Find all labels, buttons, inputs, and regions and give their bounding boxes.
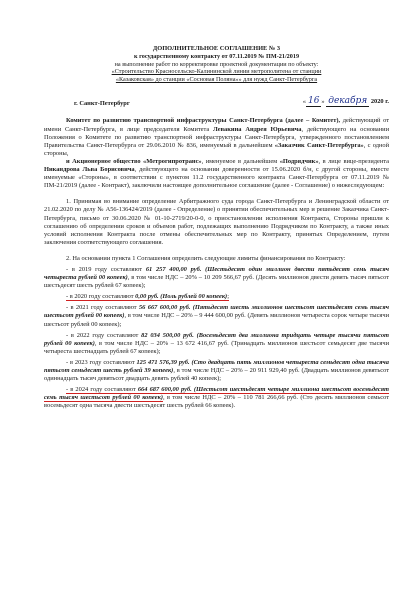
funding-2021-amount: 56 667 600,00 руб. (Пятьдесят шесть миллионов шестьсот шестьдесят семь тысяч шестьсот рублей 00 копеек) [44,304,389,320]
contractor-basis: , действующего на основании доверенности от 15.06.2020 б/н, с другой стороны, вместе именуемые «Стороны», в соответствии с пунктом 11.2 государственного контракта Санкт-Петербурга от 07.11.2019 № ПМ-21/2019 (далее - Контракт), заключили настоящее дополнительное соглашение (далее - Соглашение) о нижеследующем: [44,166,389,190]
city: г. Санкт-Петербург [74,100,130,108]
funding-2020-lead: - в 2020 году составляют [66,293,136,301]
document-title: ДОПОЛНИТЕЛЬНОЕ СОГЛАШЕНИЕ № 3 [152,45,281,52]
contractor-representative: Никандрова Льва Борисовича [44,166,135,174]
funding-2024 [44,386,389,410]
date-open-quote: « [302,98,306,106]
object-line-1-text: «Строительство Красносельско-Калининской линии метрополитена от станции [111,68,322,76]
funding-2023-tail: , в том числе НДС – 20% – 20 911 929,40 руб. (Двадцать миллионов девятьсот одиннадцать тысяч девятьсот двадцать девять рублей 40 копеек); [44,367,389,383]
funding-2021-lead: - в 2021 году составляют [66,304,139,312]
subject-line: на выполнение работ по корректировке проектной документации по объекту: [114,60,319,68]
funding-2024-lead: - в 2024 году составляют [66,386,138,394]
funding-2020 [44,293,389,301]
funding-2024-amount: 664 687 600,00 руб. (Шестьсот шестьдесят четыре миллиона шестьсот восемьдесят семь тысяч шестьсот рублей 00 копеек) [44,386,389,402]
object-line-2-text: «Казаковская» до станции «Сосновая Поляна»» для нужд Санкт-Петербурга [115,75,318,83]
customer-text: действующий от имени Санкт-Петербурга, в лице председателя Комитета [44,117,389,133]
funding-2022 [44,332,389,356]
section-1: 1. Принимая во внимание определение Арбитражного суда города Санкт-Петербурга и Ленинградской области от 21.02.2020 по делу № А56-136424/2019 (далее - Определение) о принятии обеспечительных мер и решение Заказчика Санкт-Петербурга, письмо от 30.06.2020 № 01-10-2719/20-0-0, о приостановлении исполнения Контракта, Стороны пришли к соглашению об определении сроков и объемов работ, подлежащих выполнению Подрядчиком по Контракту, а также иных условий исполнения Контракта после отмены обеспечительных мер по Контракту, принятых Определением, путем заключения соответствующего соглашения. [44,198,389,246]
preamble-contractor [44,158,389,190]
preamble-customer [44,117,389,157]
customer-basis: , действующего на основании Положения о Комитете по развитию транспортной инфраструктуры Санкт-Петербурга, утвержденного постановлением Правительства Санкт-Петербурга от 29.06.2010 № 836, именуемый в дальнейшем [44,125,389,149]
funding-2019 [44,266,389,290]
funding-2019-amount: 61 257 400,00 руб. (Шестьдесят один миллион двести пятьдесят семь тысяч четыреста рублей 00 копеек) [44,265,389,282]
place-date-row [44,95,389,117]
funding-2022-tail: , в том числе НДС – 20% – 13 672 416,67 руб. (Тринадцать миллионов шестьсот семьдесят две тысячи четыреста шестнадцать рублей 67 копеек); [44,339,389,355]
customer-alias: «Заказчик Санкт-Петербурга» [274,141,364,149]
contractor-alias: «Подрядчик» [279,157,319,165]
funding-2021 [44,304,389,328]
object-line-1 [44,68,389,76]
date-month: декабря [328,96,368,107]
customer-name: Комитет по развитию транспортной инфраструктуры Санкт-Петербурга (далее – Комитет), [66,117,341,125]
funding-2020-tail: ; [227,293,229,301]
signing-date [303,97,389,106]
contractor-text-2: , в лице вице-президента [318,157,389,165]
date-year: 2020 г. [370,98,389,106]
customer-representative: Левакина Андрея Юрьевича [213,125,302,133]
funding-2019-tail: , в том числе НДС – 20% – 10 209 566,67 руб. (Десять миллионов двести девять тысяч пятьсот шестьдесят шесть рублей 67 копеек); [44,274,389,290]
funding-2020-highlight [66,293,229,301]
funding-2021-tail: , в том числе НДС – 20% – 9 444 600,00 руб. (Девять миллионов четыреста сорок четыре тысячи шестьсот рублей 00 копеек); [44,312,389,328]
funding-2022-lead: - в 2022 году составляют [66,331,142,339]
funding-2023-amount: 125 471 576,39 руб. (Сто двадцать пять миллионов четыреста семьдесят одна тысяча пятьсот семьдесят шесть рублей 39 копеек) [44,358,389,374]
date-close-quote: » [321,98,325,106]
contractor-name: и Акционерное общество «Метрогипротранс» [66,157,202,165]
funding-2022-amount: 82 034 500,00 руб. (Восемьдесят два миллиона тридцать четыре тысячи пятьсот рублей 00 копеек) [44,331,389,347]
funding-2019-lead: - в 2019 году составляют [66,265,146,273]
funding-2023-lead: - в 2023 году составляют [66,358,137,366]
spacer [44,247,389,255]
funding-2023 [44,359,389,383]
funding-2020-amount: 0,00 руб. (Ноль рублей 00 копеек) [135,293,228,301]
date-day: 16 [307,96,320,107]
customer-side: , с одной стороны, [44,141,389,157]
object-line-2 [44,76,389,84]
spacer [44,190,389,198]
contractor-text: , именуемое в дальнейшем [201,157,280,165]
contract-reference: к государственному контракту от 07.11.2019 № ПМ-21/2019 [133,53,300,61]
section-2-intro: 2. На основании пункта 1 Соглашения определить следующие лимиты финансирования по Контракту: [66,254,346,262]
funding-2024-tail: , в том числе НДС – 20% – 110 781 266,66 руб. (Сто десять миллионов семьсот восемьдесят одна тысяча двести шестьдесят шесть рублей 66 копеек). [44,394,389,410]
